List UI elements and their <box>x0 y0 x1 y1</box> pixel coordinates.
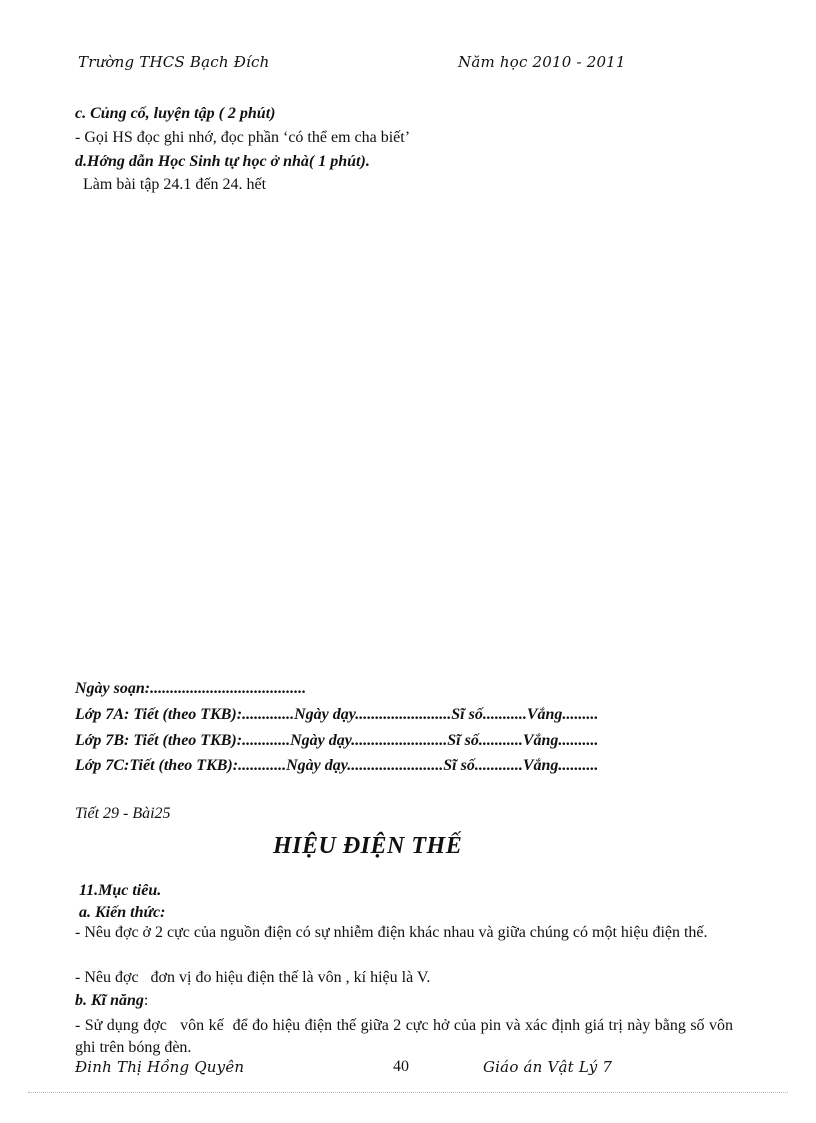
schedule-row-7b: Lớp 7B: Tiết (theo TKB):............Ngày dạy........................Sĩ số...........Vắng.......... <box>75 732 599 749</box>
header-school: Trường THCS Bạch Đích <box>78 53 270 71</box>
skills-colon: : <box>143 992 149 1009</box>
knowledge-item-2: - Nêu đợc đơn vị đo hiệu điện thế là vôn , kí hiệu là V. <box>75 969 431 986</box>
page-bottom-border <box>28 1092 788 1093</box>
ngay-soan-line: Ngày soạn:....................................... <box>75 680 307 697</box>
skills-heading-line <box>75 992 148 1010</box>
objectives-heading: 11.Mục tiêu. <box>79 882 162 899</box>
section-c-item: - Gọi HS đọc ghi nhớ, đọc phần ‘có thể em cha biết’ <box>75 129 411 146</box>
knowledge-heading: a. Kiến thức: <box>79 904 166 921</box>
schedule-row-7c: Lớp 7C:Tiết (theo TKB):............Ngày dạy........................Sĩ số............Vắng.......... <box>75 757 599 774</box>
schedule-row-7a: Lớp 7A: Tiết (theo TKB):.............Ngày dạy........................Sĩ số...........Vắng......... <box>75 706 599 723</box>
section-d-heading: d.Hớng dẫn Học Sinh tự học ở nhà( 1 phút). <box>75 153 370 170</box>
footer-document-title: Giáo án Vật Lý 7 <box>483 1058 613 1076</box>
section-d-item: Làm bài tập 24.1 đến 24. hết <box>75 176 267 193</box>
footer-author: Đinh Thị Hồng Quyên <box>75 1058 245 1076</box>
header-school-year: Năm học 2010 - 2011 <box>458 53 626 71</box>
lesson-title: HIỆU ĐIỆN THẾ <box>273 833 463 859</box>
skills-heading: b. Kĩ năng <box>75 992 144 1009</box>
skills-item-1: - Sử dụng đợc vôn kế để đo hiệu điện thế giữa 2 cực hở của pin và xác định giá trị này bằng số vôn ghi trên bóng đèn. <box>75 1017 737 1056</box>
footer-page-number: 40 <box>393 1058 409 1075</box>
lesson-label: Tiết 29 - Bài25 <box>75 805 171 822</box>
knowledge-item-1: - Nêu đợc ở 2 cực của nguồn điện có sự nhiễm điện khác nhau và giữa chúng có một hiệu điện thế. <box>75 924 708 941</box>
section-c-heading: c. Củng cố, luyện tập ( 2 phút) <box>75 105 276 122</box>
